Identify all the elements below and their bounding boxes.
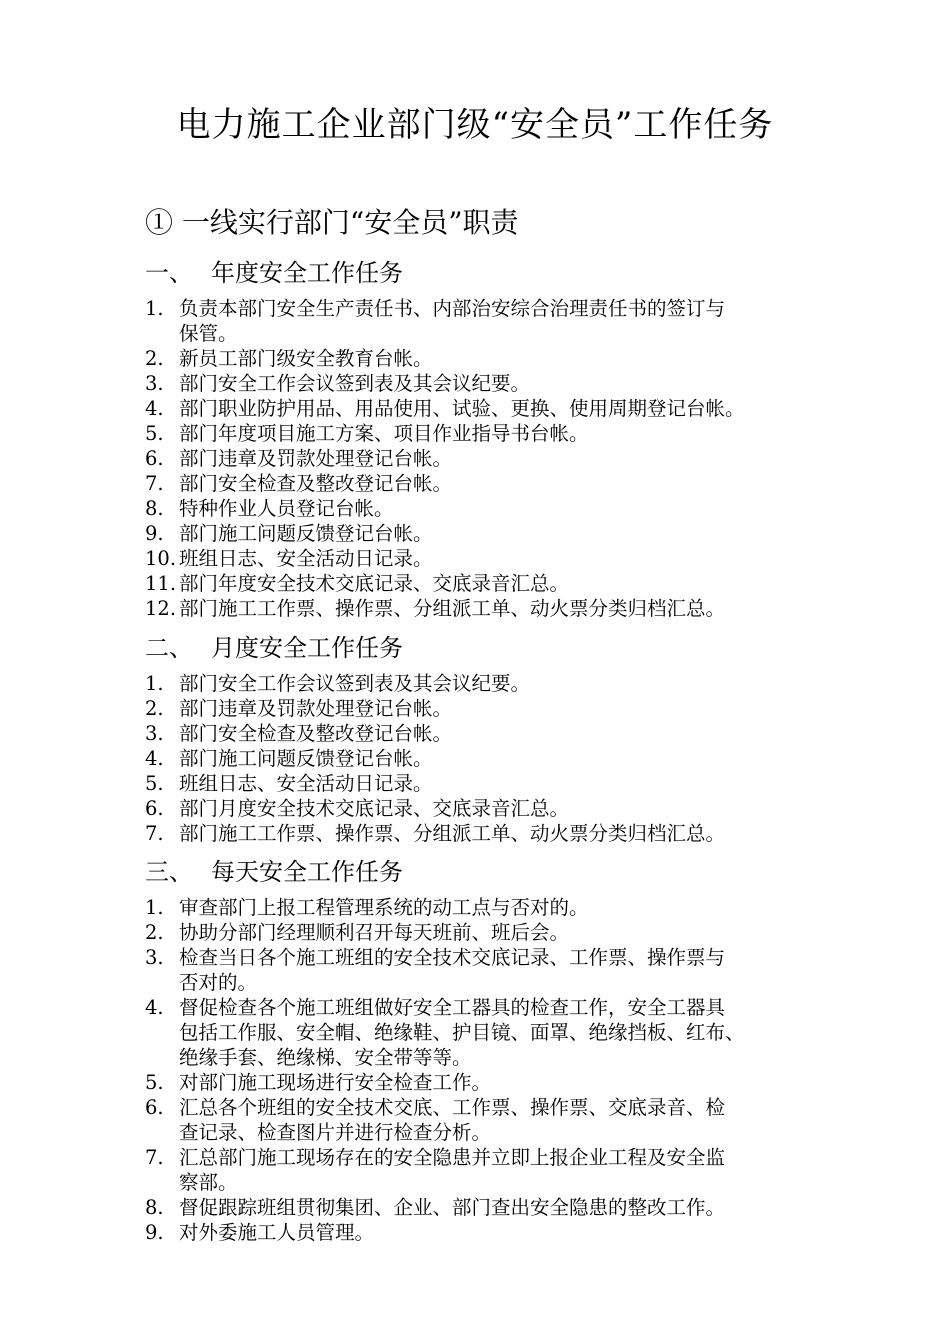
item-text-line: 部门安全工作会议签到表及其会议纪要。: [179, 672, 531, 695]
list-item: [145, 1195, 845, 1220]
section-monthly: [145, 631, 845, 846]
document-title: 电力施工企业部门级“安全员”工作任务: [176, 105, 774, 145]
item-text-line: 新员工部门级安全教育台帐。: [179, 347, 433, 370]
item-text-line: 部门违章及罚款处理登记台帐。: [179, 447, 453, 470]
item-number: 3.: [145, 372, 164, 395]
item-text-line: 汇总部门施工现场存在的安全隐患并立即上报企业工程及安全监: [179, 1146, 726, 1169]
item-number: 1.: [145, 297, 164, 320]
task-list: [145, 671, 845, 846]
item-number: 6.: [145, 1096, 164, 1119]
list-item: [145, 1070, 845, 1095]
section-title: 每天安全工作任务: [211, 858, 403, 886]
item-text-line: 否对的。: [179, 971, 258, 994]
item-text-line: 部门安全工作会议签到表及其会议纪要。: [179, 372, 531, 395]
item-number: 1.: [145, 896, 164, 919]
list-item: [145, 571, 845, 596]
list-item: [145, 596, 845, 621]
item-text-line: 包括工作服、安全帽、绝缘鞋、护目镜、面罩、绝缘挡板、红布、: [179, 1021, 745, 1044]
list-item: [145, 496, 845, 521]
list-item: [145, 1145, 845, 1195]
item-number: 11.: [145, 572, 177, 595]
item-number: 8.: [145, 497, 164, 520]
list-item: [145, 995, 845, 1070]
item-text-line: 部门安全检查及整改登记台帐。: [179, 722, 453, 745]
item-text-line: 特种作业人员登记台帐。: [179, 497, 394, 520]
item-number: 8.: [145, 1196, 164, 1219]
list-item: [145, 895, 845, 920]
section-annual: [145, 256, 845, 621]
list-item: [145, 371, 845, 396]
list-item: [145, 446, 845, 471]
item-number: 6.: [145, 797, 164, 820]
list-item: [145, 1220, 845, 1245]
section-heading: [145, 855, 845, 889]
item-number: 7.: [145, 1146, 164, 1169]
section-heading: [145, 631, 845, 665]
item-number: 2.: [145, 697, 164, 720]
section-number: 二、: [145, 634, 193, 662]
item-text-line: 部门安全检查及整改登记台帐。: [179, 472, 453, 495]
item-text-line: 部门施工工作票、操作票、分组派工单、动火票分类归档汇总。: [179, 597, 726, 620]
item-number: 5.: [145, 422, 164, 445]
section-title: 月度安全工作任务: [211, 634, 403, 662]
section-number: 三、: [145, 858, 193, 886]
item-number: 4.: [145, 397, 164, 420]
item-text-line: 部门年度安全技术交底记录、交底录音汇总。: [179, 572, 570, 595]
item-number: 7.: [145, 822, 164, 845]
task-list: [145, 895, 845, 1245]
item-number: 5.: [145, 1071, 164, 1094]
list-item: [145, 521, 845, 546]
item-text-line: 协助分部门经理顺利召开每天班前、班后会。: [179, 921, 570, 944]
list-item: [145, 671, 845, 696]
list-item: [145, 696, 845, 721]
list-item: [145, 421, 845, 446]
item-number: 7.: [145, 472, 164, 495]
section-heading: [145, 256, 845, 290]
item-number: 6.: [145, 447, 164, 470]
list-item: [145, 396, 845, 421]
item-number: 5.: [145, 772, 164, 795]
list-item: [145, 771, 845, 796]
item-number: 9.: [145, 522, 164, 545]
list-item: [145, 296, 845, 346]
item-number: 3.: [145, 946, 164, 969]
item-text-line: 部门违章及罚款处理登记台帐。: [179, 697, 453, 720]
list-item: [145, 471, 845, 496]
list-item: [145, 721, 845, 746]
item-text-line: 部门施工问题反馈登记台帐。: [179, 522, 433, 545]
item-text-line: 班组日志、安全活动日记录。: [179, 772, 433, 795]
list-item: [145, 796, 845, 821]
item-text-line: 审查部门上报工程管理系统的动工点与否对的。: [179, 896, 589, 919]
item-text-line: 察部。: [179, 1171, 238, 1194]
item-text-line: 部门年度项目施工方案、项目作业指导书台帐。: [179, 422, 589, 445]
item-text-line: 绝缘手套、绝缘梯、安全带等等。: [179, 1046, 472, 1069]
list-item: [145, 920, 845, 945]
item-text-line: 对外委施工人员管理。: [179, 1221, 375, 1244]
task-list: [145, 296, 845, 621]
item-text-line: 班组日志、安全活动日记录。: [179, 547, 433, 570]
item-number: 10.: [145, 547, 177, 570]
item-number: 3.: [145, 722, 164, 745]
part-heading: ① 一线实行部门“安全员”职责: [145, 206, 519, 239]
item-text-line: 部门职业防护用品、用品使用、试验、更换、使用周期登记台帐。: [179, 397, 745, 420]
item-text-line: 汇总各个班组的安全技术交底、工作票、操作票、交底录音、检: [179, 1096, 726, 1119]
list-item: [145, 346, 845, 371]
item-text-line: 对部门施工现场进行安全检查工作。: [179, 1071, 492, 1094]
section-number: 一、: [145, 259, 193, 287]
item-text-line: 保管。: [179, 322, 238, 345]
item-number: 1.: [145, 672, 164, 695]
list-item: [145, 746, 845, 771]
item-number: 4.: [145, 996, 164, 1019]
item-text-line: 部门施工问题反馈登记台帐。: [179, 747, 433, 770]
section-title: 年度安全工作任务: [211, 259, 403, 287]
list-item: [145, 546, 845, 571]
item-text-line: 督促检查各个施工班组做好安全工器具的检查工作，安全工器具: [179, 996, 726, 1019]
item-text-line: 查记录、检查图片并进行检查分析。: [179, 1121, 492, 1144]
item-number: 9.: [145, 1221, 164, 1244]
list-item: [145, 821, 845, 846]
item-text-line: 负责本部门安全生产责任书、内部治安综合治理责任书的签订与: [179, 297, 726, 320]
list-item: [145, 945, 845, 995]
item-number: 4.: [145, 747, 164, 770]
list-item: [145, 1095, 845, 1145]
item-number: 2.: [145, 347, 164, 370]
item-text-line: 部门月度安全技术交底记录、交底录音汇总。: [179, 797, 570, 820]
item-text-line: 检查当日各个施工班组的安全技术交底记录、工作票、操作票与: [179, 946, 726, 969]
section-daily: [145, 855, 845, 1245]
item-number: 12.: [145, 597, 177, 620]
item-text-line: 督促跟踪班组贯彻集团、企业、部门查出安全隐患的整改工作。: [179, 1196, 726, 1219]
item-text-line: 部门施工工作票、操作票、分组派工单、动火票分类归档汇总。: [179, 822, 726, 845]
item-number: 2.: [145, 921, 164, 944]
